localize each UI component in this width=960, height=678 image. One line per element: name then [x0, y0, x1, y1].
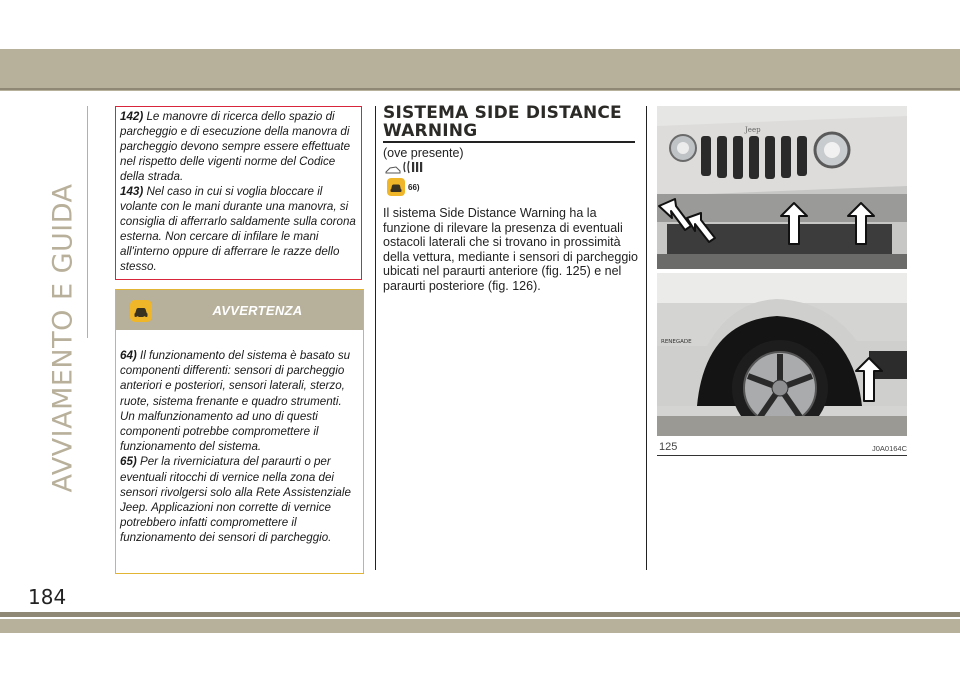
bottom-band — [0, 619, 960, 633]
warning-header — [116, 290, 363, 330]
warning-text: Il funzionamento del sistema è basato su componenti differenti: sensori di parcheggio anteriori e posteriori, sensori laterali, sterzo, ruote, sistema frenante e quadro strumenti. Un malfunzionamento ad uno di questi componenti potrebbe compromettere il funzionamento del sistema. — [120, 349, 351, 454]
figure-number: 125 — [659, 441, 678, 453]
warning-number: 65) — [120, 455, 137, 469]
note-text: Nel caso in cui si voglia bloccare il volante con le mani durante una manovra, si consiglia di afferrarlo saldamente sulla corona esterna. Non cercare di infilare le mani all'interno oppure di afferrare le razze dello stesso. — [120, 185, 356, 273]
note-number: 143) — [120, 185, 144, 198]
column-divider — [646, 106, 647, 570]
section-body: Il sistema Side Distance Warning ha la funzione di rilevare la presenza di eventuali ostacoli laterali che si trovano in prossimità della vettura, mediante i sensori di parcheggio ubicati nel paraurti anteriore (fig. 125) e nel paraurti posteriore (fig. 126). — [383, 206, 639, 293]
warning-title: AVVERTENZA — [212, 302, 303, 318]
side-badge: RENEGADE — [661, 339, 692, 345]
chapter-rule — [87, 106, 88, 338]
chapter-title: AVVIAMENTO E GUIDA — [47, 183, 79, 493]
figure-code: J0A0164C — [872, 444, 908, 453]
note-text: Le manovre di ricerca dello spazio di parcheggio e di esecuzione della manovra di parcheggio devono sempre essere effettuate nel rispetto delle vigenti norme del Codice della strada. — [120, 110, 351, 183]
warning-car-icon — [130, 300, 152, 322]
column-divider — [375, 106, 376, 570]
grille-logo: Jeep — [745, 126, 761, 134]
section-subtitle: (ove presente) — [383, 146, 464, 160]
note-item — [120, 184, 357, 274]
figure-photo — [657, 106, 907, 436]
front-bumper-photo — [657, 106, 907, 269]
warning-number: 64) — [120, 349, 137, 362]
warning-item — [120, 348, 359, 454]
side-sensor-icon — [385, 159, 425, 175]
warning-item — [120, 454, 359, 545]
photo-separator — [657, 269, 907, 273]
notes-box — [115, 106, 362, 280]
top-band — [0, 49, 960, 91]
bottom-band-line — [0, 612, 960, 617]
warning-text: Per la riverniciatura del paraurti o per eventuali ritocchi di vernice nella zona dei sensori rivolgersi solo alla Rete Assistenziale Jeep. Applicazioni non corrette di vernice potrebbero infatti compromettere il funzionamento dei sensori di parcheggio. — [120, 455, 351, 545]
figure-rule — [657, 455, 907, 456]
section-title-line: SISTEMA SIDE DISTANCE — [383, 103, 622, 123]
warning-box — [115, 289, 364, 574]
section-title — [383, 104, 635, 140]
warning-ref-number: 66) — [408, 183, 420, 192]
warning-ref-icon — [387, 178, 405, 196]
front-wheel-photo — [657, 273, 907, 436]
page-number: 184 — [28, 585, 67, 609]
note-number: 142) — [120, 110, 144, 123]
section-title-line: WARNING — [383, 121, 478, 141]
warning-body — [116, 330, 363, 546]
section-title-rule — [383, 141, 635, 143]
top-band-line — [0, 88, 960, 90]
note-item — [120, 109, 357, 184]
